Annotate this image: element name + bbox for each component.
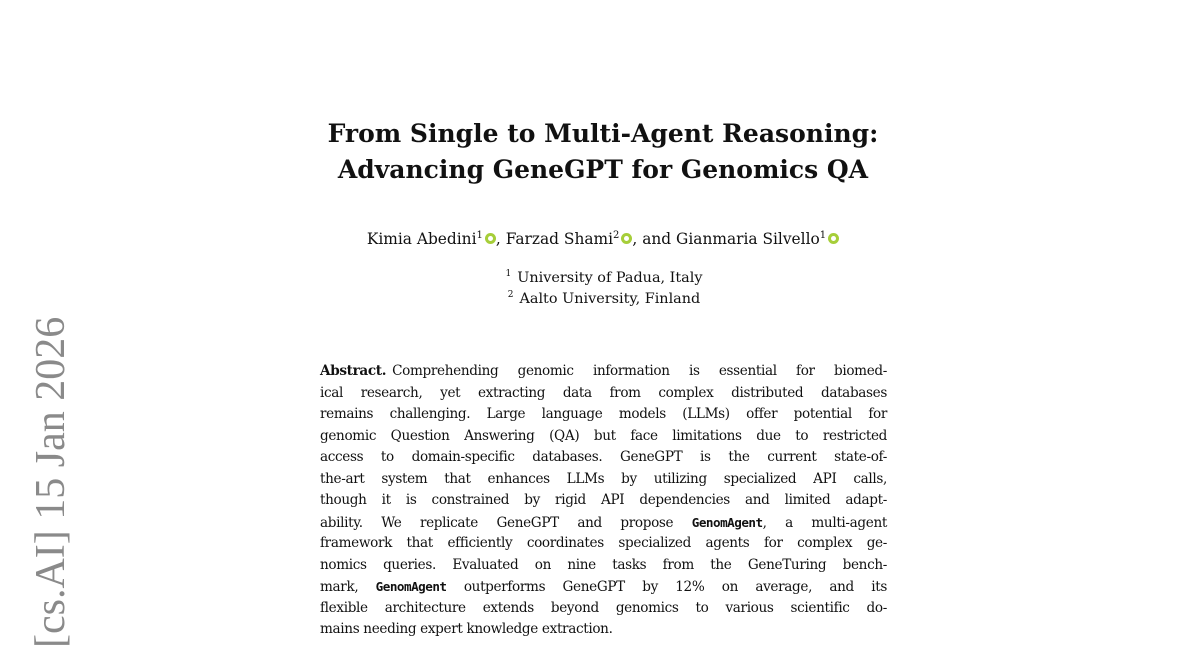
affiliation-item [0,289,1200,310]
affiliation-text: University of Padua, Italy [517,270,703,286]
orcid-icon[interactable] [485,233,496,244]
author-name: Farzad Shami [505,230,614,248]
affiliation-marker: 1 [819,230,827,241]
agent-name-code: GenomAgent [691,514,763,530]
abstract-line: though it is constrained by rigid API dependencies and limited adapt- [320,492,887,508]
abstract-line: remains challenging. Large language models (LLMs) offer potential for [320,406,887,422]
author-name: Gianmaria Silvello [676,230,820,248]
affiliation-item [0,268,1200,289]
abstract-line: access to domain-specific databases. GeneGPT is the current state-of- [320,449,887,465]
author-list [0,228,1200,250]
abstract [320,361,887,641]
abstract-text: ability. We replicate GeneGPT and propose [320,514,692,531]
arxiv-side-stamp: [cs.AI] 15 Jan 2026 [28,316,74,648]
abstract-text: outperforms GeneGPT by 12% on average, and its [446,579,887,595]
abstract-text: mark, [320,579,376,595]
title-line-1: From Single to Multi-Agent Reasoning: [327,119,879,148]
abstract-line: mains needing expert knowledge extraction. [320,621,613,637]
abstract-line: framework that efficiently coordinates specialized agents for complex ge- [320,535,887,551]
paper-title [0,116,1200,188]
agent-name-code: GenomAgent [375,579,447,594]
abstract-text: , a multi-agent [762,514,887,531]
author-separator: , [495,230,506,248]
affiliation-marker: 2 [613,230,620,241]
affiliation-text: Aalto University, Finland [519,291,701,307]
abstract-label: Abstract. [320,363,387,379]
affiliation-number: 2 [507,290,514,300]
abstract-line: genomic Question Answering (QA) but face limitations due to restricted [320,427,887,444]
abstract-text: Comprehending genomic information is essential for biomed- [392,363,887,379]
abstract-line [320,512,887,534]
affiliation-number: 1 [505,269,512,279]
abstract-line [320,576,887,598]
abstract-line: ical research, yet extracting data from complex distributed databases [320,384,887,401]
orcid-icon[interactable] [621,233,632,244]
author-name: Kimia Abedini [366,230,477,248]
abstract-line: flexible architecture extends beyond genomics to various scientific do- [320,599,887,616]
abstract-line: nomics queries. Evaluated on nine tasks from the GeneTuring bench- [320,556,887,573]
title-line-2: Advancing GeneGPT for Genomics QA [337,155,869,184]
affiliation-list [0,268,1200,310]
abstract-line: the-art system that enhances LLMs by utilizing specialized API calls, [320,470,887,487]
abstract-line [320,361,887,383]
orcid-icon[interactable] [828,233,839,244]
affiliation-marker: 1 [476,230,483,241]
author-separator: , and [632,230,677,248]
